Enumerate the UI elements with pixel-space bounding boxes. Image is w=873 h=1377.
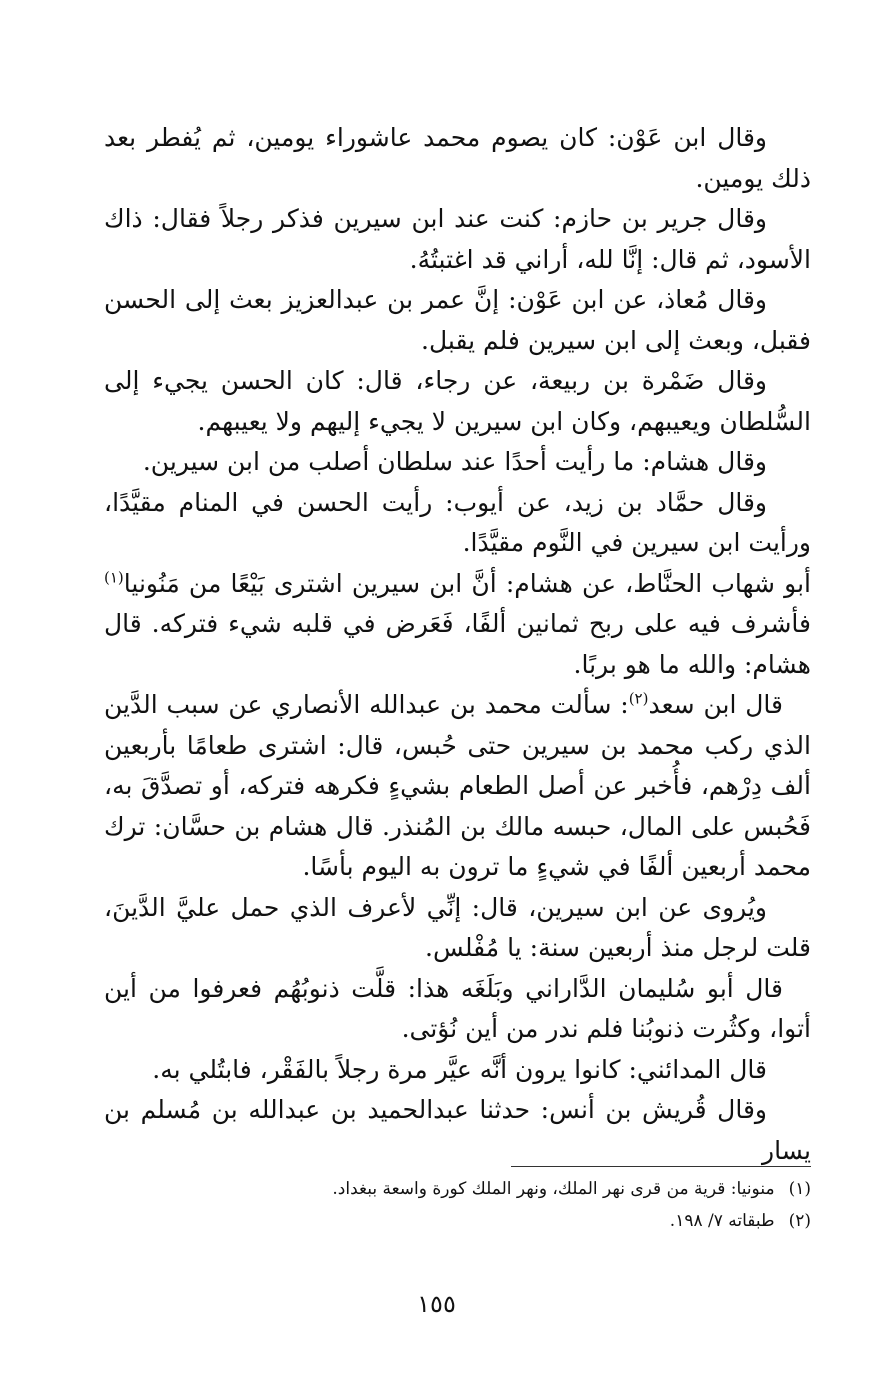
paragraph-ibn-saad-start: قال ابن سعد <box>648 690 783 719</box>
paragraph-ibn-saad <box>104 685 811 888</box>
paragraph-ibn-awn-fasting: وقال ابن عَوْن: كان يصوم محمد عاشوراء يومين، ثم يُفطر بعد ذلك يومين. <box>104 123 811 193</box>
paragraph-hisham: وقال هشام: ما رأيت أحدًا عند سلطان أصلب من ابن سيرين. <box>142 447 767 476</box>
paragraph-damra: وقال ضَمْرة بن ربيعة، عن رجاء، قال: كان الحسن يجيء إلى السُّلطان ويعيبهم، وكان ابن سيرين لا يجيء إليهم ولا يعيبهم. <box>104 366 811 436</box>
paragraph-hammad: وقال حمَّاد بن زيد، عن أيوب: رأيت الحسن في المنام مقيَّدًا، ورأيت ابن سيرين في النَّوم مقيَّدًا. <box>104 487 811 557</box>
paragraph-jarir-ibn-hazim: وقال جرير بن حازم: كنت عند ابن سيرين فذكر رجلاً فقال: ذاك الأسود، ثم قال: إنَّا لله، أراني قد اغتبتُهُ. <box>104 204 811 274</box>
paragraph-darani: قال أبو سُليمان الدَّاراني وبَلَغَه هذا: قلَّت ذنوبُهُم فعرفوا من أين أتوا، وكثُرت ذنوبُنا فلم ندر من أين نُؤتى. <box>104 973 811 1043</box>
paragraph-abu-shihab <box>104 564 811 686</box>
footnote-2-text: طبقاته ٧/ ١٩٨. <box>669 1211 775 1231</box>
footnote-ref-1[interactable]: (١) <box>104 568 124 587</box>
main-text <box>104 118 811 1171</box>
paragraph-muadh: وقال مُعاذ، عن ابن عَوْن: إنَّ عمر بن عبدالعزيز بعث إلى الحسن فقبل، وبعث إلى ابن سيرين فلم يقبل. <box>104 285 811 355</box>
page-number: ١٥٥ <box>417 1290 456 1318</box>
footnote-2-number: (٢) <box>788 1211 811 1231</box>
footnote-1-text: منونيا: قرية من قرى نهر الملك، ونهر الملك كورة واسعة ببغداد. <box>332 1179 775 1199</box>
footnote-ref-2[interactable]: (٢) <box>628 689 649 708</box>
footnote-divider <box>511 1166 811 1167</box>
footnote-2 <box>104 1205 811 1237</box>
footnote-1 <box>104 1173 811 1205</box>
paragraph-ibn-saad-end: : سألت محمد بن عبدالله الأنصاري عن سبب الدَّين الذي ركب محمد بن سيرين حتى حُبس، قال: اشترى طعامًا بأربعين ألف دِرْهم، فأُخبر عن أصل الطعام بشيءٍ فكرهه فتركه، أو تصدَّقَ به، فَحُبس على المال، حبسه مالك بن المُنذر. قال هشام بن حسَّان: ترك محمد أربعين ألفًا في شيءٍ ما ترون به اليوم بأسًا. <box>104 690 811 881</box>
paragraph-quraysh: وقال قُريش بن أنس: حدثنا عبدالحميد بن عبدالله بن مُسلم بن يسار <box>104 1095 811 1165</box>
paragraph-abu-shihab-start: أبو شهاب الحنَّاط، عن هشام: أنَّ ابن سيرين اشترى بَيْعًا من مَنُونيا <box>123 568 811 598</box>
footnote-1-number: (١) <box>788 1179 811 1199</box>
footnotes <box>104 1173 811 1237</box>
paragraph-debt-saying: ويُروى عن ابن سيرين، قال: إنِّي لأعرف الذي حمل عليَّ الدَّينَ، قلت لرجل منذ أربعين سنة: يا مُفْلس. <box>104 892 811 962</box>
paragraph-madaini: قال المدائني: كانوا يرون أنَّه عيَّر مرة رجلاً بالفَقْر، فابتُلي به. <box>152 1054 767 1084</box>
paragraph-abu-shihab-end: فأشرف فيه على ربح ثمانين ألفًا، فَعَرض في قلبه شيء فتركه. قال هشام: والله ما هو بربًا. <box>104 609 811 679</box>
